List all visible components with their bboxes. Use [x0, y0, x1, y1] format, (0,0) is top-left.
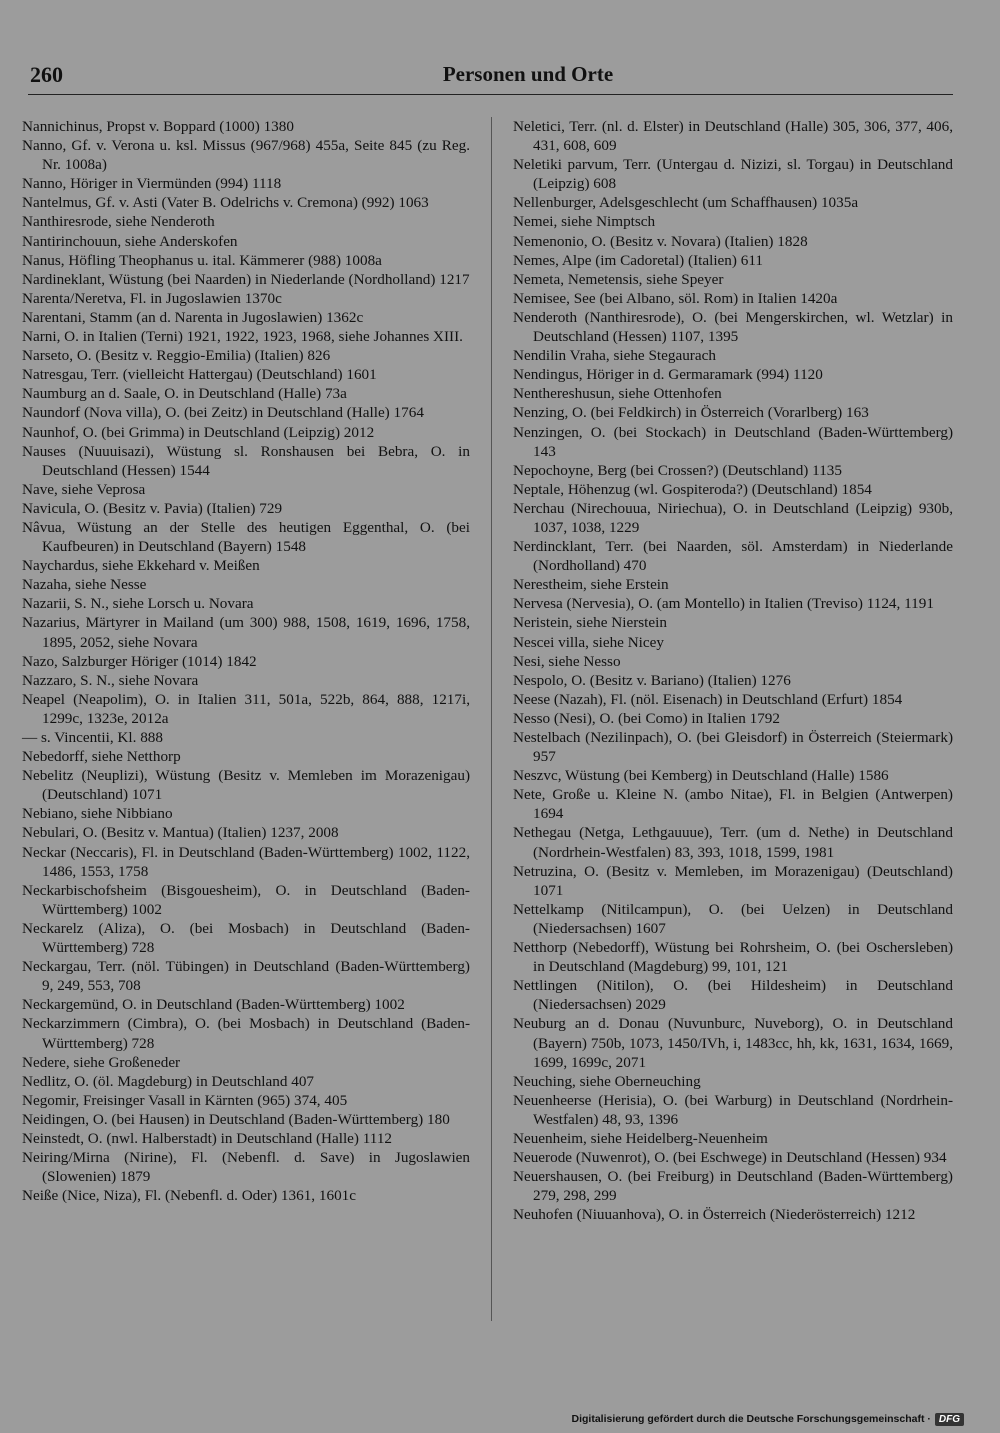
index-entry: Neuenheerse (Herisia), O. (bei Warburg) in Deutschland (Nordrhein-Westfalen) 48, 93, 1396 — [513, 1091, 953, 1128]
index-entry: Natresgau, Terr. (vielleicht Hattergau) (Deutschland) 1601 — [22, 366, 377, 384]
page-header — [28, 58, 953, 95]
index-entry: Nannichinus, Propst v. Boppard (1000) 1380 — [22, 118, 294, 135]
index-entry: Nedere, siehe Großeneder — [22, 1053, 181, 1071]
index-entry: Nemes, Alpe (im Cadoretal) (Italien) 611 — [513, 251, 763, 269]
index-entry: Nemenonio, O. (Besitz v. Novara) (Italien) 1828 — [513, 232, 808, 250]
dfg-logo: DFG — [935, 1413, 964, 1426]
index-entry: Neinstedt, O. (nwl. Halberstadt) in Deutschland (Halle) 1112 — [22, 1129, 393, 1147]
index-entry: Nete, Große u. Kleine N. (ambo Nitae), Fl. in Belgien (Antwerpen) 1694 — [513, 786, 953, 823]
index-entry: Neuerode (Nuwenrot), O. (bei Eschwege) in Deutschland (Hessen) 934 — [513, 1149, 947, 1167]
index-entry: Naychardus, siehe Ekkehard v. Meißen — [22, 557, 260, 575]
index-entry: Naumburg an d. Saale, O. in Deutschland (Halle) 73a — [22, 385, 347, 403]
index-entry: Netthorp (Nebedorff), Wüstung bei Rohrsheim, O. (bei Oschersleben) in Deutschland (Magdeburg) 99, 101, 121 — [513, 939, 953, 976]
index-entry: Nescei villa, siehe Nicey — [513, 633, 664, 651]
index-entry: Nantelmus, Gf. v. Asti (Vater B. Odelrichs v. Cremona) (992) 1063 — [22, 194, 429, 212]
index-entry: Nanus, Höfling Theophanus u. ital. Kämmerer (988) 1008a — [22, 251, 382, 269]
index-entry: Neapel (Neapolim), O. in Italien 311, 501a, 522b, 864, 888, 1217i, 1299c, 1323e, 2012a — [22, 690, 470, 727]
index-entry: Neuching, siehe Oberneuching — [513, 1072, 701, 1090]
running-title: Personen und Orte — [442, 62, 614, 86]
index-entry: Nedlitz, O. (öl. Magdeburg) in Deutschland 407 — [22, 1072, 315, 1090]
index-entry: Nebedorff, siehe Netthorp — [22, 748, 181, 766]
index-entry: Nenzingen, O. (bei Stockach) in Deutschland (Baden-Württemberg) 143 — [513, 423, 953, 460]
index-entry: Neckargau, Terr. (nöl. Tübingen) in Deutschland (Baden-Württemberg) 9, 249, 553, 708 — [22, 958, 470, 995]
index-entry: Nazarius, Märtyrer in Mailand (um 300) 988, 1508, 1619, 1696, 1758, 1895, 2052, siehe Novara — [22, 614, 470, 651]
index-entry: Neristein, siehe Nierstein — [513, 614, 667, 632]
index-entry: Nantirinchouun, siehe Anderskofen — [22, 232, 238, 250]
index-entry: Navicula, O. (Besitz v. Pavia) (Italien) 729 — [22, 499, 283, 517]
index-entry: Nazo, Salzburger Höriger (1014) 1842 — [22, 652, 257, 670]
index-entry: Nebulari, O. (Besitz v. Mantua) (Italien) 1237, 2008 — [22, 824, 339, 842]
column-divider — [491, 117, 492, 1321]
index-entry: Nendilin Vraha, siehe Stegaurach — [513, 347, 716, 365]
index-entry: Neuershausen, O. (bei Freiburg) in Deutschland (Baden-Württemberg) 279, 298, 299 — [513, 1168, 953, 1205]
index-entry: Nerdincklant, Terr. (bei Naarden, söl. Amsterdam) in Niederlande (Nordholland) 470 — [513, 538, 953, 575]
index-entry: Nerchau (Nirechouua, Niriechua), O. in Deutschland (Leipzig) 930b, 1037, 1038, 1229 — [513, 499, 953, 536]
index-entry: Nebiano, siehe Nibbiano — [22, 805, 173, 823]
index-entry: Nebelitz (Neuplizi), Wüstung (Besitz v. Memleben im Morazenigau) (Deutschland) 1071 — [22, 767, 470, 804]
index-entry: Nauses (Nuuuisazi), Wüstung sl. Ronshausen bei Bebra, O. in Deutschland (Hessen) 1544 — [22, 442, 470, 479]
index-entry: Neckargemünd, O. in Deutschland (Baden-Württemberg) 1002 — [22, 996, 405, 1014]
index-entry: Nettelkamp (Nitilcampun), O. (bei Uelzen) in Deutschland (Niedersachsen) 1607 — [513, 900, 953, 937]
index-entry: Nazaha, siehe Nesse — [22, 576, 147, 594]
index-entry: Naundorf (Nova villa), O. (bei Zeitz) in Deutschland (Halle) 1764 — [22, 404, 424, 422]
index-entry: Nervesa (Nervesia), O. (am Montello) in Italien (Treviso) 1124, 1191 — [513, 595, 934, 613]
index-entry: Nâvua, Wüstung an der Stelle des heutigen Eggenthal, O. (bei Kaufbeuren) in Deutschland (Bayern) 1548 — [22, 518, 470, 556]
index-entry: Narenta/Neretva, Fl. in Jugoslawien 1370c — [22, 289, 282, 307]
index-entry: Nepochoyne, Berg (bei Crossen?) (Deutschland) 1135 — [513, 461, 842, 479]
index-entry: Nemei, siehe Nimptsch — [513, 213, 656, 231]
index-entry: Netruzina, O. (Besitz v. Memleben, im Morazenigau) (Deutschland) 1071 — [513, 862, 953, 899]
index-entry: Neptale, Höhenzug (wl. Gospiteroda?) (Deutschland) 1854 — [513, 480, 872, 498]
index-entry: Neese (Nazah), Fl. (nöl. Eisenach) in Deutschland (Erfurt) 1854 — [513, 690, 903, 708]
index-entry: Neckarbischofsheim (Bisgouesheim), O. in Deutschland (Baden-Württemberg) 1002 — [22, 881, 470, 918]
index-entry: Neckarelz (Aliza), O. (bei Mosbach) in Deutschland (Baden-Württemberg) 728 — [22, 919, 470, 957]
index-entry: Neiring/Mirna (Nirine), Fl. (Nebenfl. d. Save) in Jugoslawien (Slowenien) 1879 — [22, 1149, 470, 1186]
index-entry: Nesi, siehe Nesso — [513, 652, 621, 670]
index-entry: Neszvc, Wüstung (bei Kemberg) in Deutschland (Halle) 1586 — [513, 767, 889, 785]
index-entry: Nanthiresrode, siehe Nenderoth — [22, 213, 215, 231]
index-entry: Nanno, Gf. v. Verona u. ksl. Missus (967/968) 455a, Seite 845 (zu Reg. Nr. 1008a) — [22, 137, 470, 174]
index-column-left — [22, 117, 470, 1205]
index-entry: Nazarii, S. N., siehe Lorsch u. Novara — [22, 595, 254, 613]
index-entry: Nespolo, O. (Besitz v. Bariano) (Italien) 1276 — [513, 671, 791, 689]
page-number: 260 — [30, 62, 63, 87]
index-entry: Nenderoth (Nanthiresrode), O. (bei Mengerskirchen, wl. Wetzlar) in Deutschland (Hessen) 1107, 1395 — [513, 308, 953, 346]
index-entry: Nemeta, Nemetensis, siehe Speyer — [513, 270, 724, 288]
index-entry: Nethegau (Netga, Lethgauuue), Terr. (um d. Nethe) in Deutschland (Nordrhein-Westfalen) 83, 393, 1018, 1599, 1981 — [513, 824, 953, 861]
index-entry: Nanno, Höriger in Viermünden (994) 1118 — [22, 175, 282, 193]
index-entry: Neuenheim, siehe Heidelberg-Neuenheim — [513, 1129, 768, 1147]
index-entry: Neuhofen (Niuuanhova), O. in Österreich (Niederösterreich) 1212 — [513, 1206, 916, 1224]
index-entry: Nave, siehe Veprosa — [22, 480, 146, 498]
index-column-right — [513, 117, 953, 1224]
index-entry: Nemisee, See (bei Albano, söl. Rom) in Italien 1420a — [513, 289, 838, 307]
index-entry: Negomir, Freisinger Vasall in Kärnten (965) 374, 405 — [22, 1091, 348, 1109]
index-entry: Nerestheim, siehe Erstein — [513, 576, 669, 594]
index-entry: Neiße (Nice, Niza), Fl. (Nebenfl. d. Oder) 1361, 1601c — [22, 1187, 357, 1205]
index-entry: Naunhof, O. (bei Grimma) in Deutschland (Leipzig) 2012 — [22, 423, 375, 441]
index-entry: — s. Vincentii, Kl. 888 — [22, 729, 163, 746]
index-entry: Nenzing, O. (bei Feldkirch) in Österreich (Vorarlberg) 163 — [513, 404, 869, 422]
index-entry: Nesso (Nesi), O. (bei Como) in Italien 1792 — [513, 709, 780, 727]
index-entry: Narentani, Stamm (an d. Narenta in Jugoslawien) 1362c — [22, 308, 364, 326]
footer — [572, 1409, 965, 1429]
index-entry: Narseto, O. (Besitz v. Reggio-Emilia) (Italien) 826 — [22, 347, 331, 365]
index-entry: Nellenburger, Adelsgeschlecht (um Schaffhausen) 1035a — [513, 194, 859, 212]
index-entry: Neletici, Terr. (nl. d. Elster) in Deutschland (Halle) 305, 306, 377, 406, 431, 608, 609 — [513, 118, 953, 155]
index-entry: Nestelbach (Nezilinpach), O. (bei Gleisdorf) in Österreich (Steiermark) 957 — [513, 729, 953, 766]
index-entry: Neckar (Neccaris), Fl. in Deutschland (Baden-Württemberg) 1002, 1122, 1486, 1553, 1758 — [22, 843, 470, 880]
index-entry: Neidingen, O. (bei Hausen) in Deutschland (Baden-Württemberg) 180 — [22, 1110, 450, 1128]
index-entry: Nettlingen (Nitilon), O. (bei Hildesheim) in Deutschland (Niedersachsen) 2029 — [513, 977, 953, 1014]
index-entry: Neckarzimmern (Cimbra), O. (bei Mosbach) in Deutschland (Baden-Württemberg) 728 — [22, 1015, 470, 1052]
index-entry: Nenthereshusun, siehe Ottenhofen — [513, 385, 722, 403]
index-entry: Nendingus, Höriger in d. Germaramark (994) 1120 — [513, 366, 823, 384]
index-entry: Neletiki parvum, Terr. (Untergau d. Nizizi, sl. Torgau) in Deutschland (Leipzig) 608 — [513, 156, 953, 193]
index-entry: Neuburg an d. Donau (Nuvunburc, Nuveborg), O. in Deutschland (Bayern) 750b, 1073, 1450/IVh, i, 1483cc, hh, kk, 1631, 1634, 1669, 1699, 1699c, 2071 — [513, 1015, 953, 1071]
footer-credit: Digitalisierung gefördert durch die Deutsche Forschungsgemeinschaft · — [571, 1413, 931, 1425]
index-entry: Nardineklant, Wüstung (bei Naarden) in Niederlande (Nordholland) 1217 — [22, 270, 470, 288]
index-entry: Nazzaro, S. N., siehe Novara — [22, 671, 199, 689]
index-entry: Narni, O. in Italien (Terni) 1921, 1922, 1923, 1968, siehe Johannes XIII. — [22, 328, 463, 346]
